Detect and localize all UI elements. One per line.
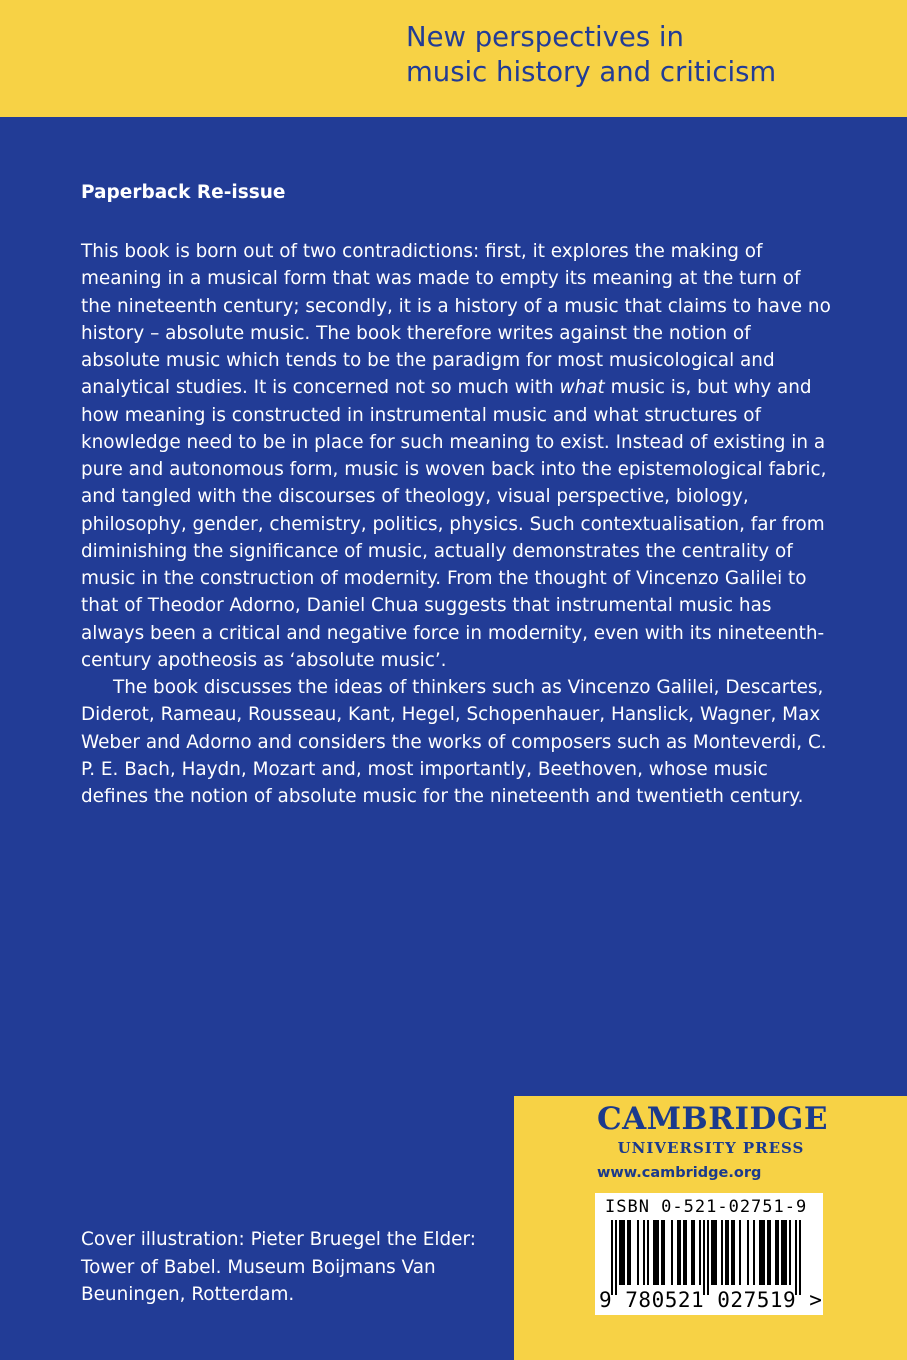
text-line: music in the construction of modernity. From the thought of Vincenzo Galilei to xyxy=(81,568,807,589)
barcode-bar xyxy=(731,1220,733,1285)
barcode-bar xyxy=(795,1220,797,1295)
credit-line: Beuningen, Rotterdam. xyxy=(81,1284,295,1305)
text-line: pure and autonomous form, music is woven back into the epistemological fabric, xyxy=(81,459,827,480)
barcode-bar xyxy=(733,1220,735,1285)
barcode-bar xyxy=(785,1220,787,1285)
barcode-bar xyxy=(775,1220,777,1285)
barcode-bar xyxy=(721,1220,723,1285)
blurb xyxy=(81,178,831,810)
description-paragraph-1 xyxy=(81,238,831,674)
barcode-bar xyxy=(671,1220,673,1285)
barcode-bar xyxy=(777,1220,779,1285)
barcode-bar xyxy=(713,1220,715,1285)
barcode-bar xyxy=(763,1220,765,1285)
barcode-bar xyxy=(657,1220,659,1285)
text-line xyxy=(81,374,831,401)
cover-illustration-credit xyxy=(81,1226,476,1309)
text-line: defines the notion of absolute music for the nineteenth and twentieth century. xyxy=(81,786,804,807)
text-line: This book is born out of two contradictions: first, it explores the making of xyxy=(81,241,763,262)
barcode-bar xyxy=(781,1220,783,1285)
text-line: meaning in a musical form that was made to empty its meaning at the turn of xyxy=(81,268,801,290)
barcode-bar xyxy=(637,1220,639,1285)
series-title-line-2: music history and criticism xyxy=(406,56,777,88)
text-segment: music is, but why and xyxy=(604,377,812,399)
barcode-bar xyxy=(747,1220,749,1285)
text-line: absolute music which tends to be the paradigm for most musicological and xyxy=(81,350,775,371)
barcode-bar xyxy=(699,1220,701,1285)
credit-line: Tower of Babel. Museum Boijmans Van xyxy=(81,1256,436,1278)
barcode-bar xyxy=(759,1220,761,1285)
barcode-bar xyxy=(629,1220,631,1285)
text-line: always been a critical and negative force in modernity, even with its nineteenth- xyxy=(81,622,825,644)
description-paragraph-2 xyxy=(81,674,831,810)
series-title-line-1: New perspectives in xyxy=(406,21,684,53)
barcode-bar xyxy=(707,1220,709,1295)
barcode-bar xyxy=(767,1220,769,1285)
text-line: philosophy, gender, chemistry, politics, physics. Such contextualisation, far from xyxy=(81,513,825,535)
text-line: how meaning is constructed in instrumental music and what structures of xyxy=(81,404,761,426)
barcode-bar xyxy=(761,1220,763,1285)
publisher-logo-subname: UNIVERSITY PRESS xyxy=(617,1139,805,1157)
text-line: Weber and Adorno and considers the works of composers such as Monteverdi, C. xyxy=(81,731,827,753)
text-line: history – absolute music. The book therefore writes against the notion of xyxy=(81,322,751,344)
barcode-digits: 9 780521 027519 > xyxy=(599,1288,823,1312)
barcode-bar xyxy=(725,1220,727,1285)
barcode-bar xyxy=(611,1220,613,1295)
text-line: P. E. Bach, Haydn, Mozart and, most importantly, Beethoven, whose music xyxy=(81,758,768,780)
credit-line: Cover illustration: Pieter Bruegel the Elder: xyxy=(81,1229,476,1250)
emphasis-what: what xyxy=(559,377,605,399)
text-line: diminishing the significance of music, actually demonstrates the centrality of xyxy=(81,540,793,562)
barcode-bar xyxy=(799,1220,801,1295)
barcode-bar xyxy=(619,1220,621,1285)
barcode-bar xyxy=(677,1220,679,1285)
barcode-bar xyxy=(663,1220,665,1285)
barcode-bar xyxy=(703,1220,705,1295)
barcode-bar xyxy=(653,1220,655,1285)
isbn-label: ISBN 0-521-02751-9 xyxy=(605,1197,808,1217)
publisher-logo-name: CAMBRIDGE xyxy=(597,1101,828,1137)
text-line: and tangled with the discourses of theology, visual perspective, biology, xyxy=(81,486,749,508)
barcode-bar xyxy=(685,1220,687,1285)
barcode xyxy=(595,1193,823,1315)
barcode-bar xyxy=(715,1220,717,1285)
text-line: The book discusses the ideas of thinkers such as Vincenzo Galilei, Descartes, xyxy=(113,677,824,698)
barcode-bar xyxy=(711,1220,713,1285)
barcode-bar xyxy=(679,1220,681,1285)
barcode-bar xyxy=(691,1220,693,1285)
barcode-bar xyxy=(769,1220,771,1285)
text-line: knowledge need to be in place for such meaning to exist. Instead of existing in a xyxy=(81,431,826,453)
publisher-website: www.cambridge.org xyxy=(597,1165,762,1181)
barcode-bar xyxy=(621,1220,623,1285)
text-line: century apotheosis as ‘absolute music’. xyxy=(81,649,447,671)
barcode-bar xyxy=(789,1220,791,1285)
text-line: Diderot, Rameau, Rousseau, Kant, Hegel, Schopenhauer, Hanslick, Wagner, Max xyxy=(81,704,821,726)
barcode-bar xyxy=(683,1220,685,1285)
text-segment: analytical studies. It is concerned not so much with xyxy=(81,377,560,399)
text-line: that of Theodor Adorno, Daniel Chua suggests that instrumental music has xyxy=(81,595,772,617)
barcode-bar xyxy=(693,1220,695,1285)
barcode-bar xyxy=(727,1220,729,1285)
barcode-bar xyxy=(623,1220,625,1285)
series-title xyxy=(406,20,776,90)
barcode-bar xyxy=(661,1220,663,1285)
barcode-bar xyxy=(627,1220,629,1285)
barcode-bar xyxy=(753,1220,755,1285)
barcode-bar xyxy=(647,1220,649,1285)
barcode-bar xyxy=(615,1220,617,1295)
barcode-bar xyxy=(783,1220,785,1285)
barcode-bar xyxy=(739,1220,741,1285)
barcode-bar xyxy=(643,1220,645,1285)
text-line: the nineteenth century; secondly, it is a history of a music that claims to have no xyxy=(81,295,831,317)
barcode-bar xyxy=(655,1220,657,1285)
reissue-label: Paperback Re-issue xyxy=(81,182,286,203)
